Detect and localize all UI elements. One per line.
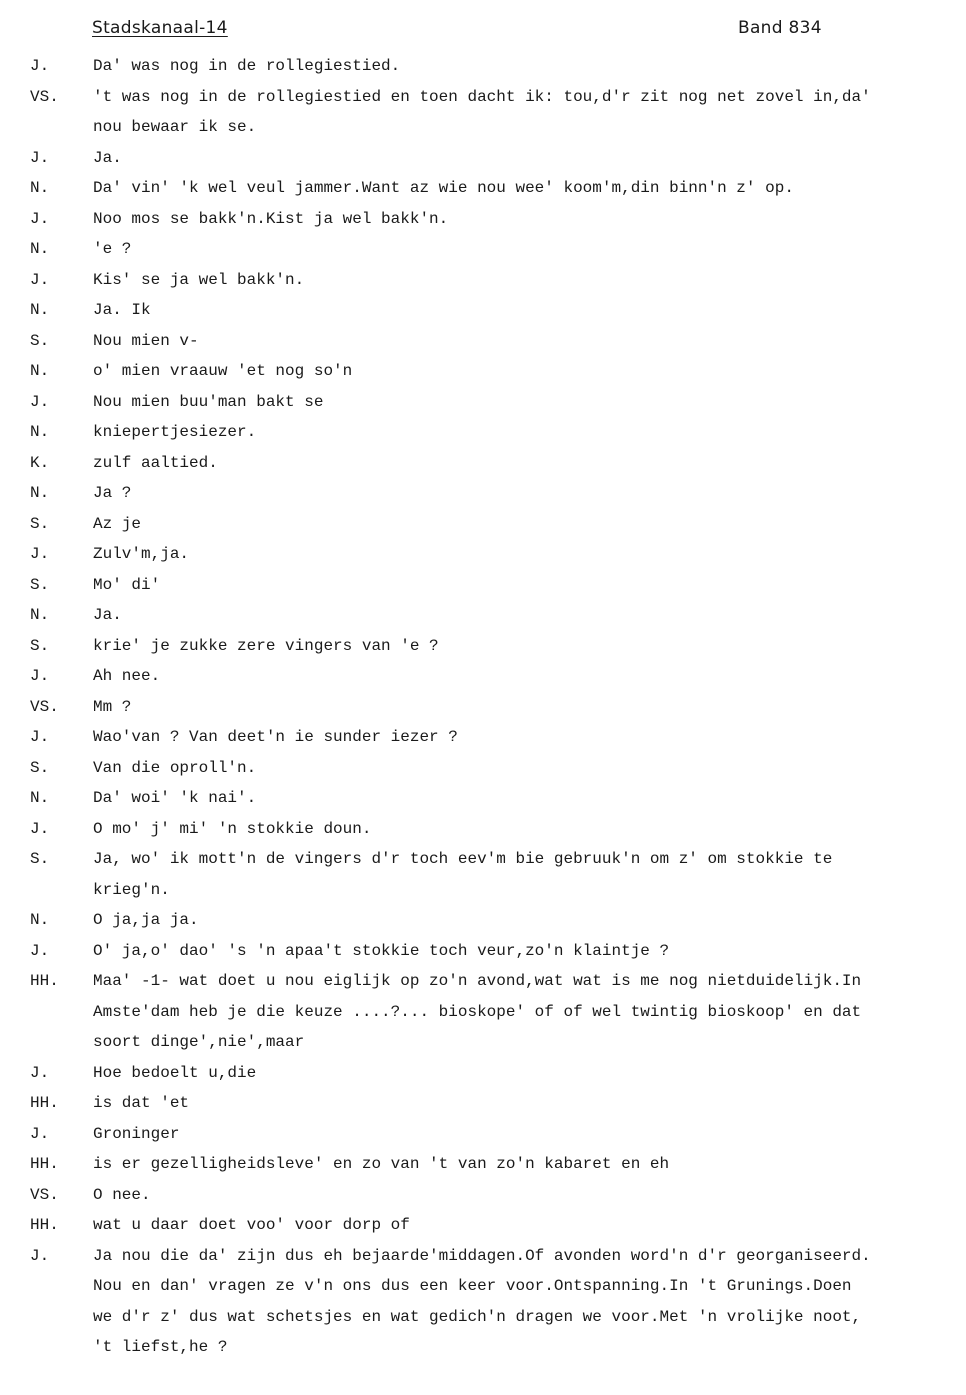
speaker-label: J.: [30, 728, 50, 746]
dialogue-turn: [0, 783, 966, 814]
transcript-line: [0, 875, 966, 906]
speaker-label: K.: [30, 453, 50, 472]
dialogue-turn: [0, 661, 966, 692]
document-title: Stadskanaal-14: [92, 18, 228, 38]
transcript-line: [0, 326, 966, 357]
dialogue-turn: [0, 82, 966, 143]
utterance-text: Groninger: [93, 1124, 180, 1143]
band-number: Band 834: [738, 18, 822, 38]
dialogue-turn: [0, 1058, 966, 1089]
utterance-text: Ja.: [93, 148, 122, 167]
utterance-text: Ja, wo' ik mott'n de vingers d'r toch eev'm bie gebruuk'n om z' om stokkie te: [93, 850, 833, 868]
speaker-label: S.: [30, 758, 50, 777]
speaker-label: J.: [30, 545, 50, 563]
transcript-line: [0, 143, 966, 174]
dialogue-turn: [0, 631, 966, 662]
speaker-label: J.: [30, 1063, 50, 1082]
utterance-text: Da' vin' 'k wel veul jammer.Want az wie nou wee' koom'm,din binn'n z' op.: [93, 179, 794, 197]
transcript-body: [0, 51, 966, 1363]
transcript-line: [0, 722, 966, 753]
dialogue-turn: [0, 600, 966, 631]
transcript-line: [0, 51, 966, 82]
dialogue-turn: [0, 722, 966, 753]
speaker-label: S.: [30, 850, 50, 868]
transcript-line: [0, 936, 966, 967]
utterance-text: Kis' se ja wel bakk'n.: [93, 270, 305, 289]
utterance-text: O ja,ja ja.: [93, 911, 199, 929]
transcript-line: [0, 173, 966, 204]
dialogue-turn: [0, 1241, 966, 1363]
utterance-text: Ja.: [93, 606, 122, 624]
utterance-text: krieg'n.: [93, 880, 170, 899]
page-header: [0, 18, 966, 46]
transcript-line: [0, 509, 966, 540]
transcript-line: [0, 1149, 966, 1180]
utterance-text: 't liefst,he ?: [93, 1338, 228, 1356]
speaker-label: N.: [30, 484, 50, 502]
speaker-label: S.: [30, 331, 50, 350]
transcript-line: [0, 82, 966, 113]
transcript-line: [0, 387, 966, 418]
utterance-text: o' mien vraauw 'et nog so'n: [93, 362, 353, 380]
transcript-line: [0, 1180, 966, 1211]
utterance-text: Ja ?: [93, 484, 132, 502]
dialogue-turn: [0, 509, 966, 540]
speaker-label: S.: [30, 514, 50, 533]
speaker-label: S.: [30, 575, 50, 594]
dialogue-turn: [0, 1180, 966, 1211]
transcript-line: [0, 966, 966, 997]
utterance-text: soort dinge',nie',maar: [93, 1033, 305, 1051]
utterance-text: Mo' di': [93, 575, 161, 594]
utterance-text: Da' was nog in de rollegiestied.: [93, 57, 401, 75]
dialogue-turn: [0, 692, 966, 723]
transcript-line: [0, 600, 966, 631]
dialogue-turn: [0, 295, 966, 326]
speaker-label: J.: [30, 270, 50, 289]
transcript-line: [0, 570, 966, 601]
transcript-line: [0, 1058, 966, 1089]
utterance-text: Ja. Ik: [93, 301, 151, 319]
speaker-label: J.: [30, 148, 50, 167]
speaker-label: J.: [30, 1246, 50, 1265]
utterance-text: nou bewaar ik se.: [93, 118, 257, 136]
transcript-line: [0, 478, 966, 509]
transcript-line: [0, 204, 966, 235]
dialogue-turn: [0, 234, 966, 265]
dialogue-turn: [0, 1119, 966, 1150]
dialogue-turn: [0, 326, 966, 357]
utterance-text: Van die oproll'n.: [93, 758, 257, 777]
dialogue-turn: [0, 753, 966, 784]
transcript-line: [0, 1119, 966, 1150]
transcript-line: [0, 997, 966, 1028]
transcript-line: [0, 783, 966, 814]
transcript-line: [0, 1088, 966, 1119]
dialogue-turn: [0, 478, 966, 509]
utterance-text: 't was nog in de rollegiestied en toen dacht ik: tou,d'r zit nog net zovel in,da': [93, 87, 871, 106]
speaker-label: HH.: [30, 1216, 59, 1234]
dialogue-turn: [0, 387, 966, 418]
speaker-label: N.: [30, 301, 50, 319]
speaker-label: VS.: [30, 1185, 59, 1204]
transcript-line: [0, 1271, 966, 1302]
transcript-line: [0, 753, 966, 784]
utterance-text: Maa' -1- wat doet u nou eiglijk op zo'n avond,wat wat is me nog nietduidelijk.In: [93, 972, 862, 990]
dialogue-turn: [0, 844, 966, 905]
transcript-line: [0, 1302, 966, 1333]
speaker-label: N.: [30, 911, 50, 929]
utterance-text: zulf aaltied.: [93, 453, 218, 472]
speaker-label: N.: [30, 606, 50, 624]
speaker-label: J.: [30, 819, 50, 838]
speaker-label: VS.: [30, 697, 59, 716]
transcript-line: [0, 112, 966, 143]
transcript-line: [0, 539, 966, 570]
utterance-text: Ja nou die da' zijn dus eh bejaarde'middagen.Of avonden word'n d'r georganiseerd.: [93, 1246, 871, 1265]
transcript-line: [0, 1210, 966, 1241]
utterance-text: Hoe bedoelt u,die: [93, 1063, 257, 1082]
dialogue-turn: [0, 448, 966, 479]
utterance-text: Amste'dam heb je die keuze ....?... bioskope' of of wel twintig bioskoop' en dat: [93, 1002, 862, 1021]
dialogue-turn: [0, 417, 966, 448]
speaker-label: N.: [30, 240, 50, 258]
utterance-text: Nou mien v-: [93, 331, 199, 350]
transcript-line: [0, 692, 966, 723]
utterance-text: O mo' j' mi' 'n stokkie doun.: [93, 819, 372, 838]
utterance-text: is er gezelligheidsleve' en zo van 't van zo'n kabaret en eh: [93, 1155, 670, 1173]
speaker-label: J.: [30, 57, 50, 75]
speaker-label: J.: [30, 209, 50, 228]
speaker-label: J.: [30, 941, 50, 960]
utterance-text: is dat 'et: [93, 1094, 190, 1112]
dialogue-turn: [0, 51, 966, 82]
speaker-label: N.: [30, 789, 50, 807]
speaker-label: HH.: [30, 1094, 59, 1112]
transcript-line: [0, 631, 966, 662]
dialogue-turn: [0, 1210, 966, 1241]
dialogue-turn: [0, 570, 966, 601]
dialogue-turn: [0, 143, 966, 174]
speaker-label: VS.: [30, 87, 59, 106]
transcript-line: [0, 234, 966, 265]
speaker-label: HH.: [30, 1155, 59, 1173]
utterance-text: kniepertjesiezer.: [93, 423, 257, 441]
dialogue-turn: [0, 1088, 966, 1119]
transcript-line: [0, 1241, 966, 1272]
utterance-text: O' ja,o' dao' 's 'n apaa't stokkie toch veur,zo'n klaintje ?: [93, 941, 670, 960]
speaker-label: J.: [30, 392, 50, 411]
utterance-text: Mm ?: [93, 697, 132, 716]
transcript-line: [0, 448, 966, 479]
transcript-line: [0, 661, 966, 692]
dialogue-turn: [0, 1149, 966, 1180]
utterance-text: Nou mien buu'man bakt se: [93, 392, 324, 411]
utterance-text: Ah nee.: [93, 667, 161, 685]
dialogue-turn: [0, 539, 966, 570]
transcript-line: [0, 814, 966, 845]
speaker-label: S.: [30, 636, 50, 655]
transcript-line: [0, 265, 966, 296]
utterance-text: krie' je zukke zere vingers van 'e ?: [93, 636, 439, 655]
transcript-line: [0, 356, 966, 387]
utterance-text: Zulv'm,ja.: [93, 545, 190, 563]
transcript-line: [0, 417, 966, 448]
dialogue-turn: [0, 173, 966, 204]
dialogue-turn: [0, 814, 966, 845]
speaker-label: HH.: [30, 972, 59, 990]
transcript-line: [0, 844, 966, 875]
utterance-text: wat u daar doet voo' voor dorp of: [93, 1216, 410, 1234]
transcript-line: [0, 1027, 966, 1058]
dialogue-turn: [0, 936, 966, 967]
transcript-line: [0, 1332, 966, 1363]
utterance-text: Da' woi' 'k nai'.: [93, 789, 257, 807]
speaker-label: N.: [30, 423, 50, 441]
dialogue-turn: [0, 204, 966, 235]
speaker-label: J.: [30, 667, 50, 685]
utterance-text: Az je: [93, 514, 142, 533]
utterance-text: Wao'van ? Van deet'n ie sunder iezer ?: [93, 728, 458, 746]
dialogue-turn: [0, 966, 966, 1058]
dialogue-turn: [0, 356, 966, 387]
transcript-line: [0, 295, 966, 326]
utterance-text: Nou en dan' vragen ze v'n ons dus een keer voor.Ontspanning.In 't Grunings.Doen: [93, 1277, 852, 1295]
speaker-label: N.: [30, 179, 50, 197]
dialogue-turn: [0, 905, 966, 936]
utterance-text: 'e ?: [93, 240, 132, 258]
dialogue-turn: [0, 265, 966, 296]
transcript-line: [0, 905, 966, 936]
utterance-text: Noo mos se bakk'n.Kist ja wel bakk'n.: [93, 209, 449, 228]
utterance-text: O nee.: [93, 1185, 151, 1204]
speaker-label: N.: [30, 362, 50, 380]
speaker-label: J.: [30, 1124, 50, 1143]
utterance-text: we d'r z' dus wat schetsjes en wat gedich'n dragen we voor.Met 'n vrolijke noot,: [93, 1307, 862, 1326]
